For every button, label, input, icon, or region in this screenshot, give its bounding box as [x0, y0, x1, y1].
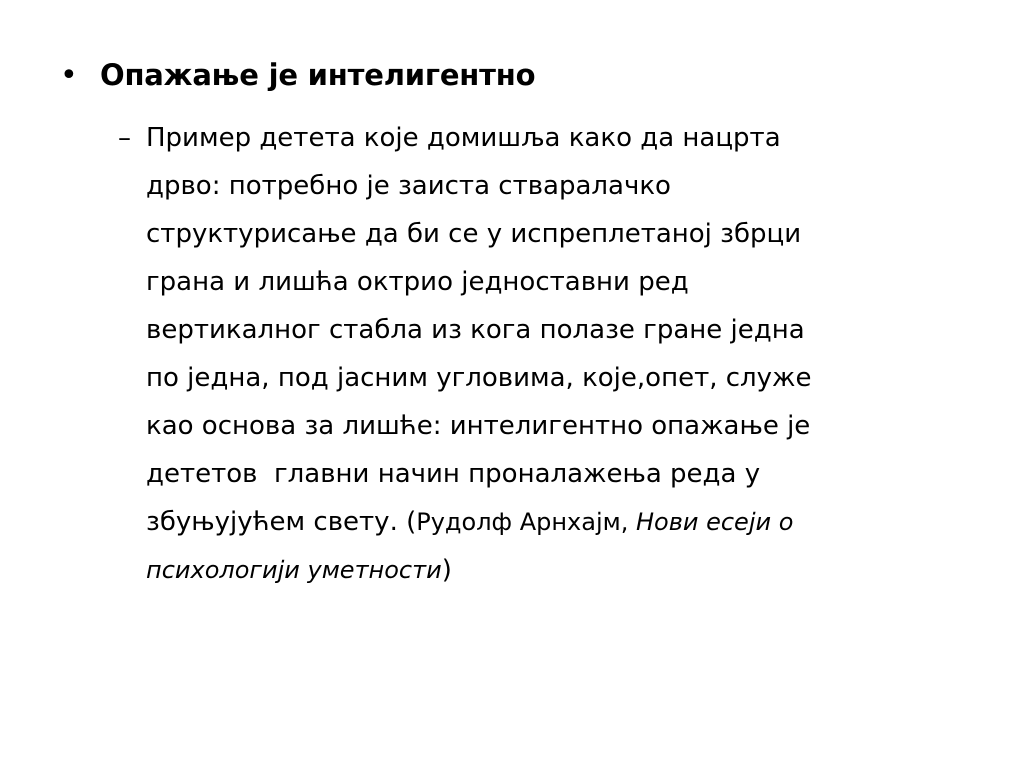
- body-line-9-start: збуњујућем свету. (: [146, 507, 417, 537]
- body-line-7: као основа за лишће: интелигентно опажање је: [146, 411, 811, 441]
- citation-title-part2: психологији уметности: [146, 556, 442, 584]
- body-paragraph: [146, 114, 974, 594]
- closing-paren: ): [441, 555, 452, 585]
- bullet-item-heading: [60, 52, 960, 99]
- heading-text: Опажање је интелигентно: [100, 58, 536, 92]
- body-line-8: дететов главни начин проналажења реда у: [146, 459, 761, 489]
- dash-bullet-icon: –: [118, 123, 131, 153]
- body-line-9: [146, 498, 974, 546]
- citation-title-part1: Нови есеји о: [635, 508, 794, 536]
- body-line-4: грана и лишћа октрио једноставни ред: [146, 267, 689, 297]
- citation-author: Рудолф Арнхајм,: [416, 508, 636, 536]
- body-line-10: [146, 546, 974, 594]
- body-line-5: вертикалног стабла из кога полазе гране једна: [146, 315, 805, 345]
- body-line-2: дрво: потребно је заиста стваралачко: [146, 171, 671, 201]
- body-line-6: по једна, под јасним угловима, које,опет, служе: [146, 363, 812, 393]
- bullet-dot-icon: •: [60, 58, 78, 93]
- body-line-1: Пример детета које домишља како да нацрта: [146, 123, 781, 153]
- sub-bullet-item: [118, 114, 974, 594]
- body-line-3: структурисање да би се у испреплетаној збрци: [146, 219, 802, 249]
